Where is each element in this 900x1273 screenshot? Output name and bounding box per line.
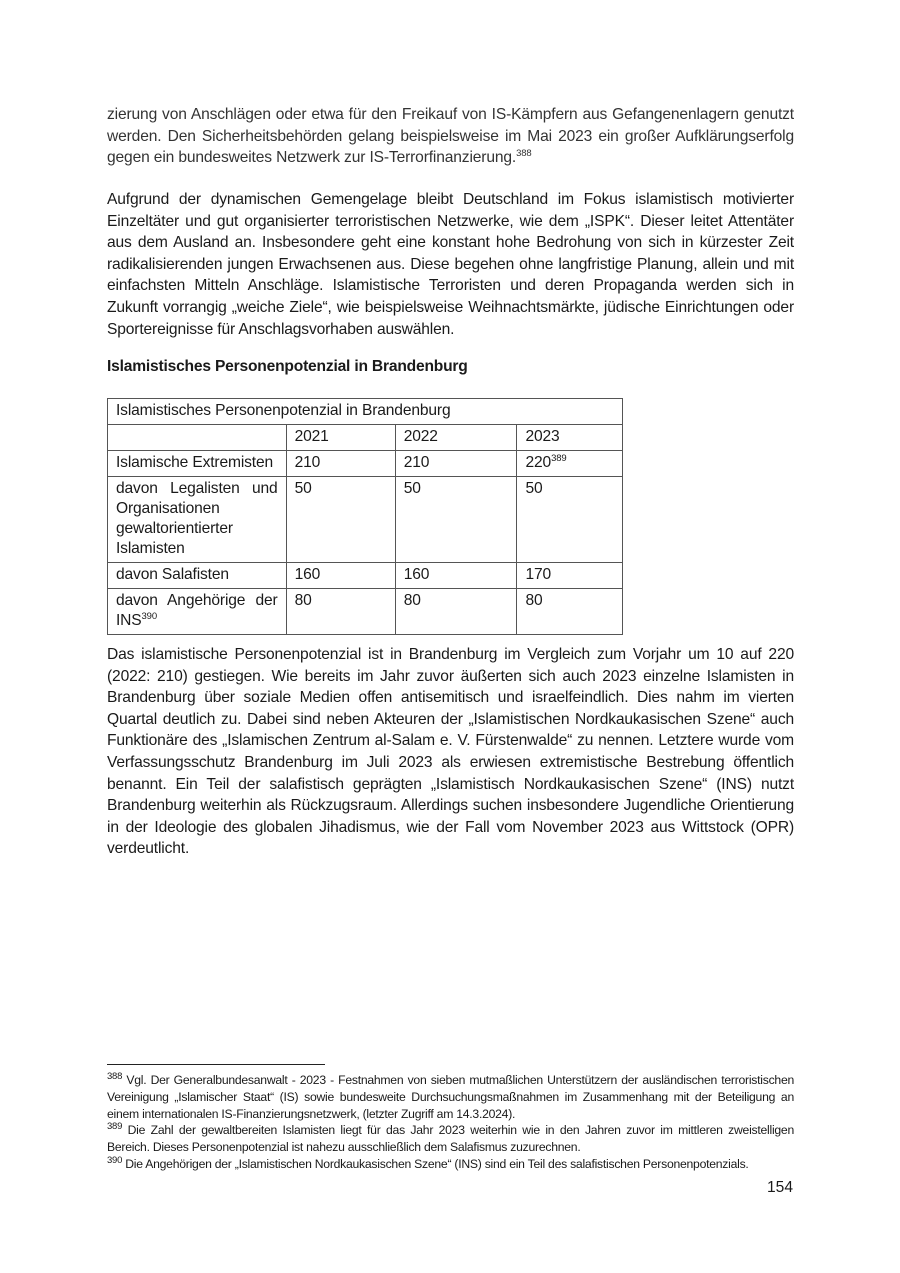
- table-cell: 160: [286, 563, 395, 589]
- footnote-text: Die Zahl der gewaltbereiten Islamisten liegt für das Jahr 2023 weiterhin wie in den Jahren zuvor im mittleren zweistelligen Bereich. Dieses Personenpotenzial ist nahezu ausschließlich dem Salafismus zuzurechnen.: [107, 1123, 794, 1155]
- footnote-text: Vgl. Der Generalbundesanwalt - 2023 - Festnahmen von sieben mutmaßlichen Unterstützern der ausländischen terroristischen Vereinigung „Islamischer Staat“ (IS) sowie bundesweite Durchsuchungsmaßnahmen im Zusammenhang mit der Beteiligung an einem internationalen IS-Finanzierungsnetzwerk, (letzter Zugriff am 14.3.2024).: [107, 1073, 795, 1121]
- table-cell: 50: [286, 477, 395, 563]
- footnote-ref-388[interactable]: 388: [516, 148, 532, 159]
- table-cell: 210: [395, 451, 517, 477]
- page-number: 154: [766, 1179, 793, 1196]
- row-label: Islamische Extremisten: [108, 451, 287, 477]
- row-label: davon Salafisten: [108, 563, 287, 589]
- footnote-388: [107, 1072, 794, 1122]
- personenpotenzial-table: [107, 398, 623, 635]
- table-cell: 170: [517, 563, 623, 589]
- table-cell: 210: [286, 451, 395, 477]
- table-cell: 50: [395, 477, 517, 563]
- table-row: [108, 589, 623, 635]
- table-header-cell: 2022: [395, 425, 517, 451]
- row-label-text: davon Angehörige der INS: [116, 592, 278, 629]
- footnote-divider: [107, 1064, 325, 1065]
- table-header-cell: 2021: [286, 425, 395, 451]
- table-caption: Islamistisches Personenpotenzial in Brandenburg: [108, 399, 623, 425]
- row-label: davon Legalisten und Organisationen gewaltorientierter Islamisten: [108, 477, 287, 563]
- body-paragraph-2: Aufgrund der dynamischen Gemengelage bleibt Deutschland im Fokus islamistisch motivierter Einzeltäter und gut organisierter terroristischen Netzwerke, wie dem „ISPK“. Dieser leitet Attentäter aus dem Ausland an. Insbesondere geht eine konstant hohe Bedrohung von sich in kürzester Zeit radikalisierenden jungen Erwachsenen aus. Diese begehen ohne langfristige Planung, allein und mit einfachsten Mitteln Anschläge. Islamistische Terroristen und deren Propaganda werden sich in Zukunft vorrangig „weiche Ziele“, wie beispielsweise Weihnachtsmärkte, jüdische Einrichtungen oder Sportereignisse für Anschlagsvorhaben auswählen.: [107, 191, 794, 338]
- table-header-row: [108, 425, 623, 451]
- table-cell: 80: [395, 589, 517, 635]
- table-cell: 80: [286, 589, 395, 635]
- table-caption-row: [108, 399, 623, 425]
- footnote-ref-390[interactable]: 390: [141, 610, 157, 622]
- footnote-ref-389[interactable]: 389: [551, 452, 567, 464]
- table-cell: [517, 451, 623, 477]
- body-paragraph-1: [107, 104, 794, 169]
- footnote-text: Die Angehörigen der „Islamistischen Nordkaukasischen Szene“ (INS) sind ein Teil des salafistischen Personenpotenzials.: [125, 1156, 749, 1171]
- table-row: [108, 451, 623, 477]
- footnotes: [107, 1072, 794, 1173]
- footnote-number: 390: [107, 1154, 123, 1166]
- cell-value: 220: [525, 454, 552, 471]
- table-header-cell: [108, 425, 287, 451]
- table-row: [108, 477, 623, 563]
- footnote-number: 388: [107, 1070, 123, 1082]
- table-cell: 50: [517, 477, 623, 563]
- table-cell: 160: [395, 563, 517, 589]
- paragraph-text: zierung von Anschlägen oder etwa für den Freikauf von IS-Kämpfern aus Gefangenenlagern genutzt werden. Den Sicherheitsbehörden gelang beispielsweise im Mai 2023 ein großer Aufklärungserfolg gegen ein bundesweites Netzwerk zur IS-Terrorfinanzierung.: [107, 106, 794, 167]
- body-paragraph-3: Das islamistische Personenpotenzial ist in Brandenburg im Vergleich zum Vorjahr um 10 auf 220 (2022: 210) gestiegen. Wie bereits im Jahr zuvor äußerten sich auch 2023 einzelne Islamisten in Brandenburg über soziale Medien offen antisemitisch und israelfeindlich. Dies nahm im vierten Quartal deutlich zu. Dabei sind neben Akteuren der „Islamistischen Nordkaukasischen Szene“ auch Funktionäre des „Islamischen Zentrum al-Salam e. V. Fürstenwalde“ zu nennen. Letztere wurde vom Verfassungsschutz Brandenburg im Juli 2023 als erwiesen extremistische Bestrebung öffentlich benannt. Ein Teil der salafistisch geprägten „Islamistisch Nordkaukasischen Szene“ (INS) nutzt Brandenburg weiterhin als Rückzugsraum. Allerdings suchen insbesondere Jugendliche Orientierung in der Ideologie des globalen Jihadismus, wie der Fall vom November 2023 aus Wittstock (OPR) verdeutlicht.: [107, 646, 794, 858]
- footnote-389: [107, 1122, 794, 1156]
- table-header-cell: 2023: [517, 425, 623, 451]
- row-label: [108, 589, 287, 635]
- section-heading: Islamistisches Personenpotenzial in Brandenburg: [107, 358, 468, 375]
- table-cell: 80: [517, 589, 623, 635]
- table-row: [108, 563, 623, 589]
- footnote-390: [107, 1156, 794, 1173]
- footnote-number: 389: [107, 1121, 123, 1133]
